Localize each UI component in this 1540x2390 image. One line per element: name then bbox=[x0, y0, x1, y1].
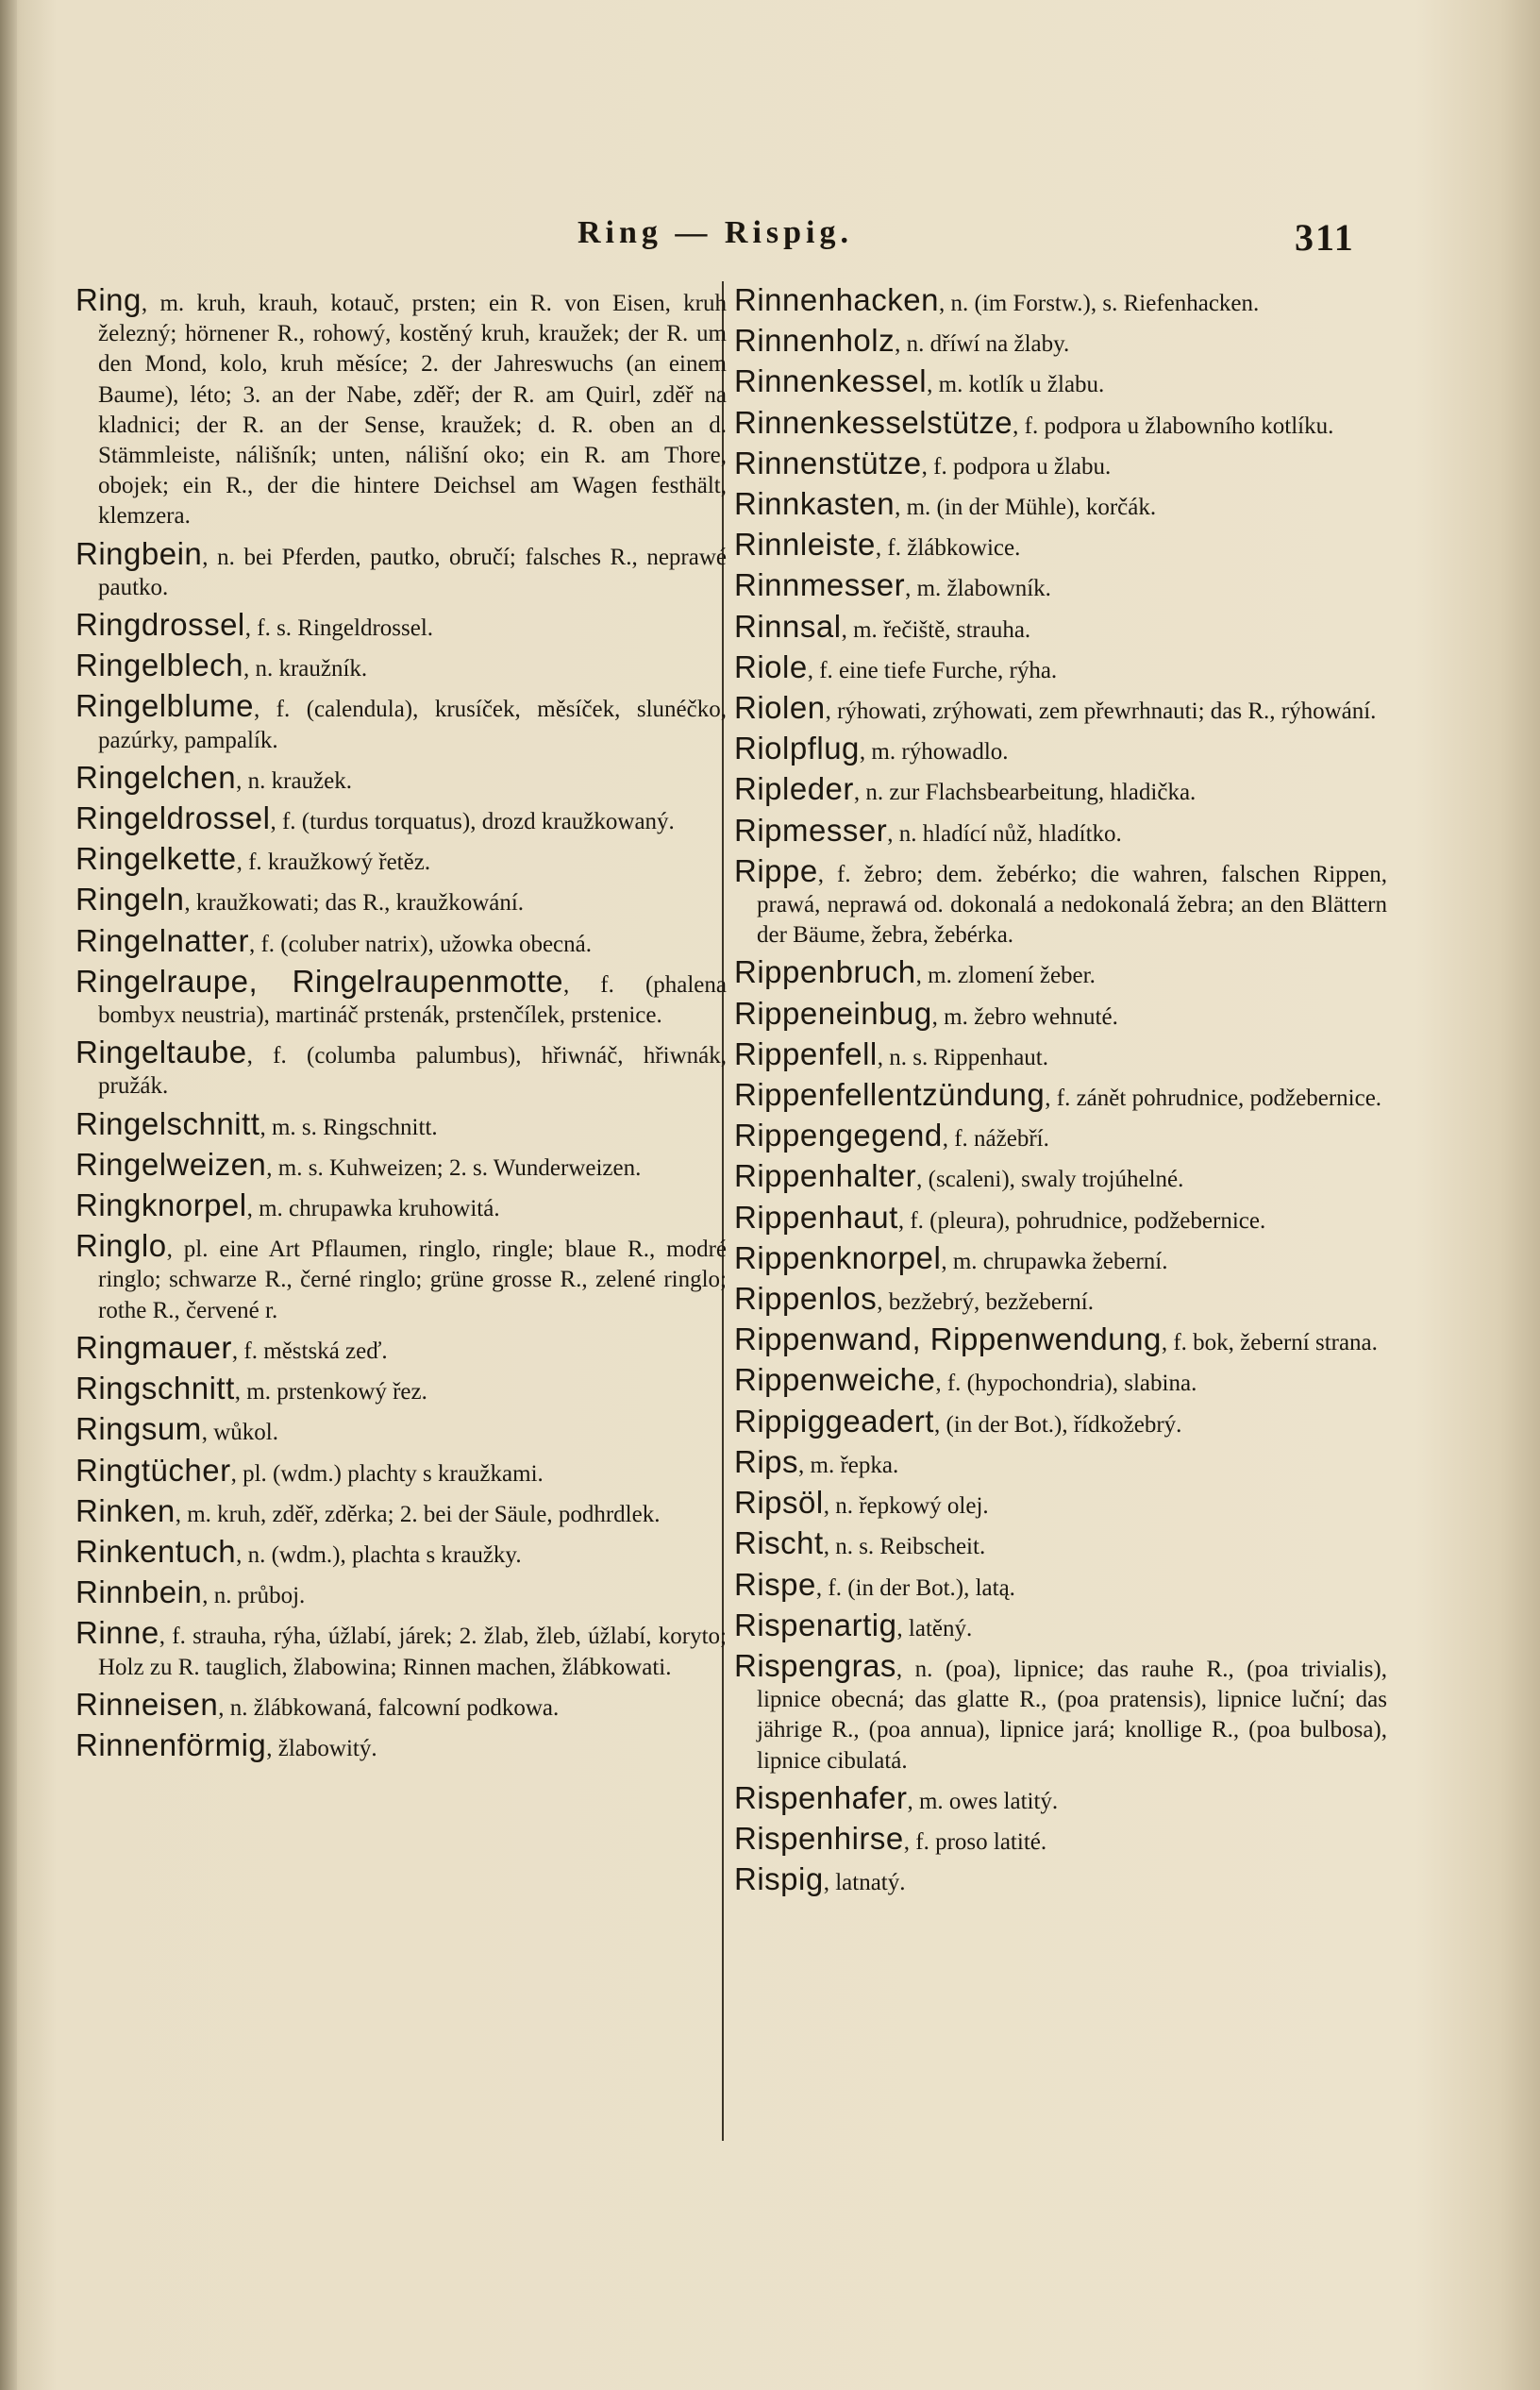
dictionary-entry bbox=[734, 1607, 1387, 1644]
entry-headword: Rips bbox=[734, 1443, 799, 1479]
entry-headword: Ringsum bbox=[75, 1411, 202, 1447]
dictionary-entry bbox=[75, 1726, 727, 1764]
entry-headword: Rinnenhacken bbox=[734, 282, 939, 317]
entry-headword: Rippenhalter bbox=[734, 1158, 917, 1194]
entry-headword: Rippiggeadert bbox=[734, 1403, 934, 1439]
entry-headword: Rinnleiste bbox=[734, 527, 876, 563]
entry-headword: Ringtücher bbox=[75, 1452, 231, 1488]
entry-definition: , f. podpora u žlabowního kotlíku. bbox=[1013, 412, 1334, 439]
entry-headword: Rinken bbox=[75, 1492, 176, 1528]
entry-headword: Rispe bbox=[734, 1566, 816, 1602]
dictionary-entry bbox=[75, 884, 727, 918]
entry-definition: , f. (coluber natrix), užowka obecná. bbox=[248, 931, 592, 957]
entry-definition: , n. (wdm.), plachta s kraužky. bbox=[236, 1541, 522, 1568]
entry-definition: , m. řepka. bbox=[798, 1452, 899, 1478]
entry-headword: Ringelnatter bbox=[75, 922, 249, 958]
entry-headword: Riole bbox=[734, 648, 808, 684]
entry-headword: Rinnsal bbox=[734, 608, 842, 644]
dictionary-entry bbox=[75, 1187, 727, 1224]
entry-headword: Rippenwand, Rippenwendung bbox=[734, 1321, 1162, 1357]
entry-headword: Ringeln bbox=[75, 882, 185, 917]
entry-headword: Rinne bbox=[75, 1615, 159, 1651]
entry-definition: , f. nážebří. bbox=[942, 1126, 1049, 1153]
entry-headword: Rippenknorpel bbox=[734, 1239, 942, 1275]
entry-definition: , f. (hypochondria), slabina. bbox=[935, 1371, 1197, 1397]
entry-definition: , f. žlábkowice. bbox=[875, 535, 1021, 562]
entry-definition: , f. zánět pohrudnice, podžebernice. bbox=[1045, 1086, 1382, 1112]
entry-headword: Ripleder bbox=[734, 771, 854, 807]
entry-headword: Rinnbein bbox=[75, 1574, 203, 1610]
dictionary-entry bbox=[734, 995, 1387, 1033]
entry-headword: Ringdrossel bbox=[75, 607, 245, 643]
entry-definition: , m. rýhowadlo. bbox=[859, 739, 1009, 766]
entry-definition: , f. kraužkowý řetěz. bbox=[236, 850, 431, 876]
right-column bbox=[734, 282, 1387, 1905]
entry-definition: , n. zur Flachsbearbeitung, hladička. bbox=[853, 780, 1197, 806]
entry-headword: Rischt bbox=[734, 1525, 824, 1561]
entry-definition: , f. podpora u žlabu. bbox=[921, 453, 1112, 480]
entry-definition: , latnatý. bbox=[823, 1870, 906, 1896]
entry-headword: Rippenfellentzündung bbox=[734, 1077, 1046, 1113]
dictionary-entry bbox=[75, 688, 727, 755]
entry-headword: Ringknorpel bbox=[75, 1187, 247, 1223]
entry-headword: Ringelweizen bbox=[75, 1146, 267, 1182]
entry-headword: Rippe bbox=[734, 852, 818, 888]
dictionary-entry bbox=[734, 282, 1387, 319]
dictionary-entry bbox=[75, 1228, 727, 1326]
dictionary-entry bbox=[75, 1452, 727, 1490]
running-title: Ring — Rispig. bbox=[578, 215, 853, 250]
entry-definition: , (in der Bot.), řídkožebrý. bbox=[933, 1411, 1182, 1438]
entry-headword: Ripmesser bbox=[734, 812, 888, 848]
entry-headword: Rippenbruch bbox=[734, 954, 916, 990]
page-number: 311 bbox=[1295, 216, 1355, 259]
dictionary-entry bbox=[734, 404, 1387, 442]
entry-definition: , f. (turdus torquatus), drozd kraužkowaný. bbox=[270, 809, 675, 835]
entry-definition: , m. žebro wehnuté. bbox=[931, 1003, 1118, 1030]
entry-headword: Riolen bbox=[734, 690, 826, 726]
entry-definition: , n. žlábkowaná, falcowní podkowa. bbox=[218, 1694, 560, 1721]
entry-definition: , n. hladící nůž, hladítko. bbox=[887, 820, 1122, 847]
entry-definition: , m. řečiště, strauha. bbox=[841, 616, 1031, 643]
entry-definition: , m. kruh, krauh, kotauč, prsten; ein R. von Eisen, kruh železný; hörnener R., rohowý, kostěný kruh, kraužek; der R. um den Mond, kolo, kruh měsíce; 2. der Jahreswuchs (an einem Baume), léto; 3. an der Nabe, zděř; der R. am Quirl, zděř na kladnici; der R. an der Sense, kraužek; d. R. oben an d. Stämmleiste, nálišník; unten, nálišní oko; ein R. am Thore, obojek; ein R., der die hintere Deichsel am Wagen festhält, klemzera. bbox=[98, 291, 727, 530]
entry-headword: Ringschnitt bbox=[75, 1371, 235, 1406]
entry-headword: Rispig bbox=[734, 1861, 824, 1897]
entry-definition: , m. žlabowník. bbox=[905, 576, 1051, 602]
entry-headword: Rippenhaut bbox=[734, 1199, 898, 1235]
dictionary-entry bbox=[734, 1362, 1387, 1399]
dictionary-entry bbox=[734, 648, 1387, 686]
entry-definition: , f. žebro; dem. žebérko; die wahren, falschen Rippen, prawá, neprawá od. dokonalá a nedokonalá žebra; an den Blättern der Bäume, žebra, žebérka. bbox=[757, 861, 1387, 949]
entry-headword: Rippenlos bbox=[734, 1281, 878, 1317]
entry-headword: Riolpflug bbox=[734, 731, 860, 766]
entry-definition: , f. (phalena bombyx neustria), martináč prstenák, prstenčílek, prstenice. bbox=[98, 971, 727, 1029]
entry-definition: , žlabowitý. bbox=[266, 1735, 377, 1761]
dictionary-entry bbox=[75, 1574, 727, 1611]
dictionary-entry bbox=[734, 852, 1387, 951]
dictionary-entry bbox=[734, 1647, 1387, 1776]
entry-headword: Rispenartig bbox=[734, 1607, 897, 1642]
dictionary-entry bbox=[75, 963, 727, 1031]
entry-definition: , n. dříwí na žlaby. bbox=[895, 331, 1070, 358]
entry-definition: , n. řepkowý olej. bbox=[823, 1493, 989, 1520]
entry-headword: Ringlo bbox=[75, 1228, 167, 1264]
entry-definition: , n. (poa), lipnice; das rauhe R., (poa trivialis), lipnice obecná; das glatte R., (poa pratensis), lipnice luční; das jährige R., (poa annua), lipnice jará; knollige R., (poa bulbosa), lipnice cibulatá. bbox=[757, 1656, 1387, 1774]
page-header bbox=[0, 215, 1540, 262]
entry-definition: , kraužkowati; das R., kraužkowání. bbox=[184, 890, 525, 917]
dictionary-entry bbox=[734, 733, 1387, 767]
entry-headword: Ringelschnitt bbox=[75, 1105, 260, 1141]
dictionary-entry bbox=[734, 1861, 1387, 1898]
dictionary-entry bbox=[75, 800, 727, 837]
dictionary-entry bbox=[75, 1533, 727, 1571]
dictionary-entry bbox=[734, 771, 1387, 808]
entry-headword: Ringmauer bbox=[75, 1329, 232, 1365]
entry-headword: Ringelblume bbox=[75, 688, 254, 724]
entry-headword: Ringelraupe, Ringelraupenmotte bbox=[75, 963, 563, 999]
entry-headword: Rinnenkesselstütze bbox=[734, 404, 1013, 440]
dictionary-entry bbox=[734, 1779, 1387, 1817]
dictionary-entry bbox=[734, 1820, 1387, 1858]
dictionary-entry bbox=[734, 1321, 1387, 1358]
entry-definition: , m. owes latitý. bbox=[907, 1788, 1059, 1814]
dictionary-entry bbox=[75, 1492, 727, 1530]
dictionary-entry bbox=[734, 1403, 1387, 1440]
dictionary-entry bbox=[75, 1686, 727, 1724]
entry-headword: Rippenweiche bbox=[734, 1362, 936, 1398]
entry-headword: Rippeneinbug bbox=[734, 995, 932, 1031]
dictionary-entry bbox=[734, 1120, 1387, 1154]
entry-definition: , m. chrupawka žeberní. bbox=[941, 1248, 1168, 1274]
dictionary-entry bbox=[734, 1239, 1387, 1277]
dictionary-entry bbox=[734, 1077, 1387, 1114]
entry-headword: Ringelchen bbox=[75, 759, 237, 795]
entry-headword: Rinnenkessel bbox=[734, 363, 928, 399]
dictionary-entry bbox=[734, 1281, 1387, 1318]
entry-definition: , f. proso latité. bbox=[903, 1828, 1047, 1855]
entry-headword: Rippengegend bbox=[734, 1118, 943, 1153]
dictionary-entry bbox=[734, 567, 1387, 604]
entry-definition: , f. (pleura), pohrudnice, podžebernice. bbox=[897, 1207, 1266, 1234]
dictionary-entry bbox=[734, 1525, 1387, 1562]
entry-headword: Ring bbox=[75, 282, 142, 317]
entry-definition: , f. (calendula), krusíček, měsíček, slunéčko, pazúrky, pampalík. bbox=[98, 697, 727, 753]
dictionary-entry bbox=[734, 1035, 1387, 1073]
entry-definition: , m. chrupawka kruhowitá. bbox=[246, 1196, 500, 1222]
entry-definition: , (scaleni), swaly trojúhelné. bbox=[916, 1167, 1184, 1193]
entry-headword: Rispenhafer bbox=[734, 1779, 908, 1815]
dictionary-entry bbox=[75, 1615, 727, 1682]
entry-definition: , m. s. Ringschnitt. bbox=[259, 1114, 438, 1140]
entry-headword: Rinnmesser bbox=[734, 567, 906, 603]
entry-definition: , f. bok, žeberní strana. bbox=[1161, 1330, 1378, 1356]
dictionary-entry bbox=[734, 1485, 1387, 1522]
dictionary-entry bbox=[734, 445, 1387, 482]
entry-headword: Rinkentuch bbox=[75, 1533, 237, 1569]
entry-definition: , latěný. bbox=[896, 1615, 973, 1641]
dictionary-entry bbox=[734, 954, 1387, 991]
entry-definition: , pl. (wdm.) plachty s kraužkami. bbox=[230, 1460, 544, 1487]
entry-headword: Rinneisen bbox=[75, 1686, 219, 1722]
dictionary-entry bbox=[75, 607, 727, 644]
entry-definition: , pl. eine Art Pflaumen, ringlo, ringle; blaue R., modré ringlo; schwarze R., černé ringlo; grüne grosse R., zelené ringlo; rothe R., červené r. bbox=[98, 1237, 727, 1323]
dictionary-entry bbox=[75, 1105, 727, 1143]
dictionary-entry bbox=[734, 363, 1387, 400]
dictionary-entry bbox=[75, 282, 727, 532]
dictionary-entry bbox=[734, 1199, 1387, 1237]
entry-definition: , m. zlomení žeber. bbox=[915, 963, 1096, 989]
dictionary-entry bbox=[75, 1037, 727, 1102]
entry-headword: Rispenhirse bbox=[734, 1820, 904, 1856]
entry-definition: , n. průboj. bbox=[202, 1583, 306, 1609]
entry-definition: , f. strauha, rýha, úžlabí, járek; 2. žlab, žleb, úžlabí, koryto; Holz zu R. tauglich, žlabowina; Rinnen machen, žlábkowati. bbox=[98, 1624, 727, 1680]
dictionary-entry bbox=[734, 1158, 1387, 1195]
entry-definition: , n. kraužník. bbox=[243, 656, 368, 682]
entry-headword: Ringelkette bbox=[75, 841, 237, 877]
dictionary-entry bbox=[734, 1566, 1387, 1604]
page-gutter bbox=[0, 0, 17, 2390]
entry-headword: Rinnenholz bbox=[734, 323, 896, 359]
entry-headword: Ringbein bbox=[75, 535, 203, 571]
entry-definition: , rýhowati, zrýhowati, zem přewrhnauti; das R., rýhowání. bbox=[825, 698, 1377, 725]
entry-headword: Ringeldrossel bbox=[75, 800, 271, 836]
entry-definition: , n. bei Pferden, pautko, obručí; falsches R., neprawé pautko. bbox=[98, 544, 727, 600]
entry-headword: Rinnenstütze bbox=[734, 445, 922, 480]
dictionary-entry bbox=[75, 1329, 727, 1367]
entry-definition: , n. kraužek. bbox=[236, 767, 352, 794]
dictionary-entry bbox=[734, 323, 1387, 360]
entry-headword: Ringeltaube bbox=[75, 1035, 247, 1070]
entry-definition: , wůkol. bbox=[201, 1420, 278, 1446]
entry-definition: , m. prstenkowý řez. bbox=[234, 1379, 427, 1405]
dictionary-entry bbox=[75, 922, 727, 960]
entry-definition: , bezžebrý, bezžeberní. bbox=[877, 1289, 1094, 1316]
entry-definition: , m. s. Kuhweizen; 2. s. Wunderweizen. bbox=[266, 1154, 642, 1181]
entry-definition: , n. s. Rippenhaut. bbox=[877, 1044, 1049, 1070]
dictionary-entry bbox=[734, 608, 1387, 646]
dictionary-entry bbox=[734, 527, 1387, 564]
entry-definition: , m. (in der Mühle), korčák. bbox=[895, 495, 1157, 521]
dictionary-entry bbox=[734, 812, 1387, 850]
entry-definition: , n. s. Reibscheit. bbox=[823, 1534, 986, 1560]
entry-headword: Rispengras bbox=[734, 1647, 896, 1683]
entry-headword: Ringelblech bbox=[75, 648, 243, 683]
entry-definition: , n. (im Forstw.), s. Riefenhacken. bbox=[939, 291, 1260, 316]
dictionary-entry bbox=[734, 486, 1387, 523]
left-column bbox=[75, 282, 727, 1771]
dictionary-entry bbox=[75, 841, 727, 878]
entry-headword: Rinnenförmig bbox=[75, 1726, 267, 1762]
entry-definition: , m. kotlík u žlabu. bbox=[927, 372, 1105, 398]
entry-headword: Rippenfell bbox=[734, 1035, 878, 1071]
dictionary-entry bbox=[734, 1443, 1387, 1481]
dictionary-entry bbox=[75, 1411, 727, 1448]
dictionary-entry bbox=[734, 690, 1387, 727]
dictionary-entry bbox=[75, 535, 727, 603]
entry-definition: , f. (in der Bot.), latą. bbox=[815, 1574, 1015, 1601]
entry-definition: , f. eine tiefe Furche, rýha. bbox=[807, 657, 1058, 683]
dictionary-entry bbox=[75, 650, 727, 684]
entry-headword: Ripsöl bbox=[734, 1485, 824, 1521]
dictionary-entry bbox=[75, 1146, 727, 1184]
entry-definition: , f. městská zeď. bbox=[231, 1338, 388, 1364]
entry-definition: , m. kruh, zděř, zděrka; 2. bei der Säule, podhrdlek. bbox=[175, 1501, 661, 1527]
entry-headword: Rinnkasten bbox=[734, 486, 896, 522]
dictionary-entry bbox=[75, 759, 727, 797]
entry-definition: , f. (columba palumbus), hřiwnáč, hřiwnák, pružák. bbox=[98, 1043, 727, 1100]
entry-definition: , f. s. Ringeldrossel. bbox=[244, 615, 434, 642]
dictionary-entry bbox=[75, 1373, 727, 1407]
